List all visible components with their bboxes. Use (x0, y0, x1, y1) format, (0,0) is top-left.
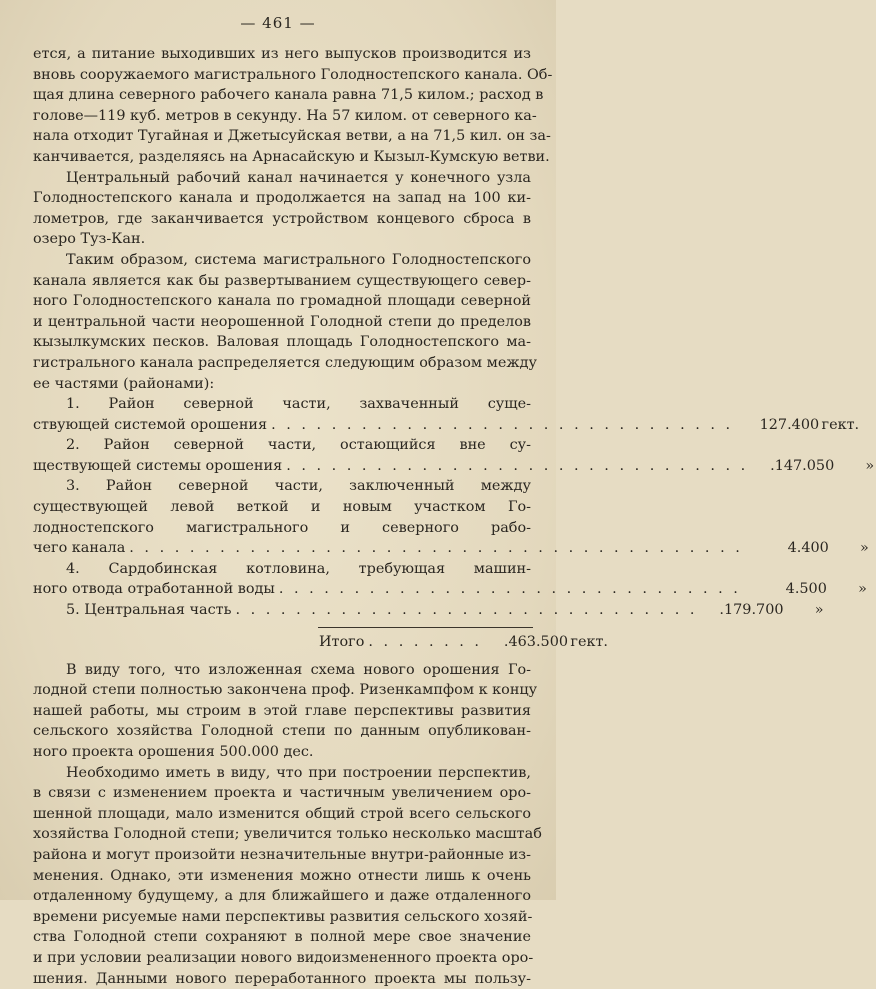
list-item-label: ного отвода отработанной воды (33, 581, 275, 598)
area-list (33, 394, 875, 654)
list-item-label: чего канала (33, 540, 126, 557)
list-item-unit: » (860, 540, 869, 557)
text-line: хозяйства Голодной степи; увеличится только несколько масштаб (33, 826, 542, 843)
text-line: времени рисуемые нами перспективы развития сельского хозяй- (33, 908, 533, 925)
text-line: ется, а питание выходивших из него выпусков производится из (33, 46, 531, 62)
text-line: озеро Туз-Кан. (33, 231, 146, 248)
total-row (33, 632, 609, 654)
text-line: в связи с изменением проекта и частичным увеличением оро- (33, 785, 531, 802)
text-line: шенной площади, мало изменится общий строй всего сельского (33, 805, 531, 822)
paragraph-4 (33, 660, 538, 763)
page-text (33, 44, 875, 989)
text-line: лометров, где заканчивается устройством концевого сброса в (33, 210, 531, 227)
list-item-value: 127.400 (759, 416, 820, 433)
dot-leader: . . . . . . . . . . . . . . . . . . . . . . . . . . . . . . . (235, 602, 698, 619)
list-item-value: 4.500 (785, 581, 827, 598)
list-item-value: .179.700 (719, 602, 784, 619)
list-item-row (33, 415, 860, 436)
text-line: ного проекта орошения 500.000 дес. (33, 744, 314, 760)
dot-leader: . . . . . . . . (368, 633, 483, 650)
text-line: щая длина северного рабочего канала равна 71,5 килом.; расход в (33, 87, 544, 104)
text-line: Голодностепского канала и продолжается на запад на 100 ки- (33, 190, 531, 207)
list-item-value: .147.050 (770, 457, 835, 474)
text-line: ства Голодной степи сохраняют в полной мере свое значение (33, 929, 531, 946)
text-line: Центральный рабочий канал начинается у конечного узла (66, 169, 531, 186)
text-line: гистрального канала распределяется следующим образом между (33, 354, 537, 371)
list-item-label: ществующей системы орошения (33, 457, 283, 474)
dot-leader: . . . . . . . . . . . . . . . . . . . . . . . . . . . . . . . (271, 416, 734, 433)
text-line: канчивается, разделяясь на Арнасайскую и Кызыл-Кумскую ветви. (33, 148, 550, 165)
list-item-row (33, 600, 824, 621)
list-item-value: 4.400 (787, 540, 829, 557)
dot-leader: . . . . . . . . . . . . . . . . . . . . . . . . . . . . . . . . . . . . . . . . . (129, 540, 743, 557)
paragraph-3 (33, 250, 537, 394)
text-line: района и могут произойти незначительные внутри-районные из- (33, 846, 531, 863)
text-line: В виду того, что изложенная схема нового орошения Го- (66, 661, 531, 678)
list-item-row (33, 579, 867, 600)
paragraph-1 (33, 44, 553, 168)
text-line: Таким образом, система магистрального Голодностепского (66, 251, 531, 268)
text-line: Необходимо иметь в виду, что при построении перспектив, (66, 764, 531, 781)
text-line: шения. Данными нового переработанного проекта мы пользу- (33, 970, 531, 987)
list-item-line: существующей левой веткой и новым участком Го- (33, 499, 531, 516)
sum-rule (318, 627, 533, 628)
list-item-row (33, 456, 875, 477)
dot-leader: . . . . . . . . . . . . . . . . . . . . . . . . . . . . . . . (286, 457, 749, 474)
text-line: вновь сооружаемого магистрального Голодностепского канала. Об- (33, 66, 553, 83)
list-item-line: лодностепского магистрального и северного рабо- (33, 519, 531, 536)
dot-leader: . . . . . . . . . . . . . . . . . . . . . . . . . . . . . . . (278, 581, 741, 598)
list-item-label: ствующей системой орошения (33, 416, 268, 433)
list-item-label: 5. Центральная часть (66, 602, 232, 619)
list-item-line: 2. Район северной части, остающийся вне су- (66, 437, 531, 454)
list-item-unit: » (858, 581, 867, 598)
list-item-unit: гект. (821, 416, 860, 433)
text-line: кызылкумских песков. Валовая площадь Голодностепского ма- (33, 334, 531, 351)
list-item-line: 4. Сардобинская котловина, требующая машин- (66, 560, 531, 577)
text-line: нала отходит Тугайная и Джетысуйская ветви, а на 71,5 кил. он за- (33, 128, 551, 145)
text-line: лодной степи полностью закончена проф. Ризенкампфом к концу (33, 682, 538, 699)
text-line: ного Голодностепского канала по громадной площади северной (33, 293, 531, 310)
list-item-line: 1. Район северной части, захваченный суще- (66, 396, 531, 413)
text-line: нашей работы, мы строим в этой главе перспективы развития (33, 702, 531, 719)
text-line: отдаленному будущему, а для ближайшего и даже отдаленного (33, 888, 531, 905)
page-number: — 461 — (240, 14, 316, 32)
list-item-unit: » (814, 602, 824, 619)
text-line: и при условии реализации нового видоизмененного проекта оро- (33, 949, 534, 966)
total-label: Итого (319, 633, 365, 650)
list-item-unit: » (865, 457, 875, 474)
text-line: сельского хозяйства Голодной степи по данным опубликован- (33, 723, 531, 740)
total-unit: гект. (570, 633, 609, 650)
text-line: ее частями (районами): (33, 375, 215, 392)
text-line: менения. Однако, эти изменения можно отнести лишь к очень (33, 867, 531, 884)
total-value: .463.500 (503, 633, 569, 650)
list-item-line: 3. Район северной части, заключенный между (66, 478, 531, 495)
list-item-row (33, 538, 869, 559)
paragraph-2 (33, 168, 531, 250)
text-line: канала является как бы развертыванием существующего север- (33, 272, 531, 289)
text-line: голове—119 куб. метров в секунду. На 57 килом. от северного ка- (33, 107, 537, 124)
paragraph-5 (33, 763, 542, 989)
text-line: и центральной части неорошенной Голодной степи до пределов (33, 313, 531, 330)
